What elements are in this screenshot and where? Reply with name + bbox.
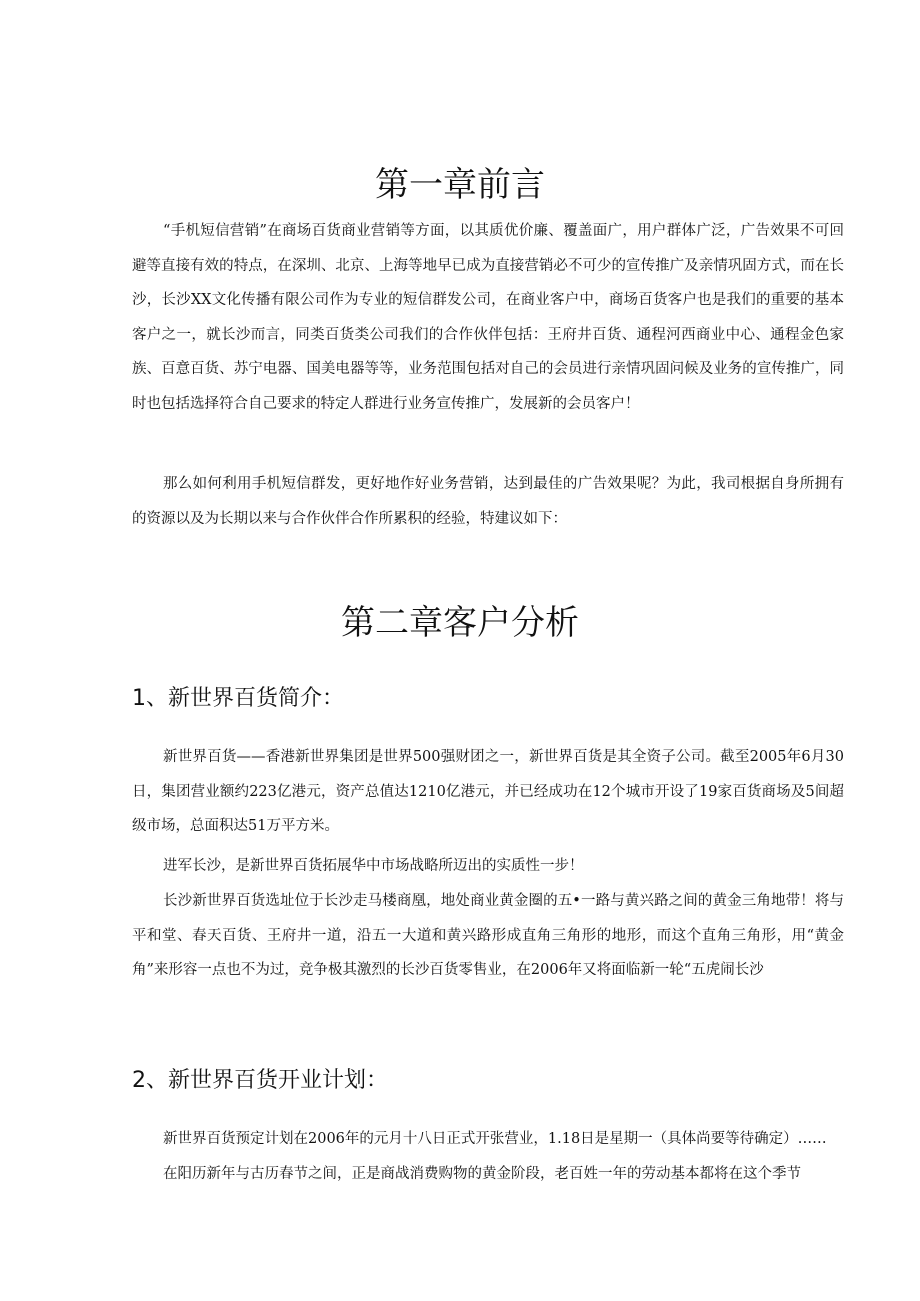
section1-title: 1、新世界百货简介： (132, 686, 344, 711)
chapter1-paragraph-1: “手机短信营销”在商场百货商业营销等方面，以其质优价廉、覆盖面广，用户群体广泛，广告效果不可回避等直接有效的特点，在深圳、北京、上海等地早已成为直接营销必不可少的宣传推广及亲情巩固方式，而在长沙，长沙XX文化传播有限公司作为专业的短信群发公司，在商业客户中，商场百货客户也是我们的重要的基本客户之一，就长沙而言，同类百货类公司我们的合作伙伴包括：王府井百货、通程河西商业中心、通程金色家族、百意百货、苏宁电器、国美电器等等，业务范围包括对自己的会员进行亲情巩固问候及业务的宣传推广，同时也包括选择符合自己要求的特定人群进行业务宣传推广，发展新的会员客户！ (132, 223, 844, 412)
section2-paragraph-1: 新世界百货预定计划在2006年的元月十八日正式开张营业，1.18日是星期一（具体尚要等待确定）…… (163, 1131, 827, 1147)
section1-paragraph-3: 长沙新世界百货选址位于长沙走马楼商凰，地处商业黄金圈的五•一路与黄兴路之间的黄金三角地带！将与平和堂、春天百货、王府井一道，沿五一大道和黄兴路形成直角三角形的地形，而这个直角三角形，用“黄金角”来形容一点也不为过，竞争极其激烈的长沙百货零售业，在2006年又将面临新一轮“五虎闹长沙 (132, 893, 844, 978)
chapter1-paragraph-2: 那么如何利用手机短信群发，更好地作好业务营销，达到最佳的广告效果呢？为此，我司根据自身所拥有的资源以及为长期以来与合作伙伴合作所累积的经验，特建议如下： (132, 476, 844, 527)
section2-title: 2、新世界百货开业计划： (132, 1068, 388, 1093)
section1-paragraph-2: 进军长沙，是新世界百货拓展华中市场战略所迈出的实质性一步！ (163, 858, 584, 874)
chapter2-title: 第二章客户分析 (341, 603, 579, 643)
chapter1-title: 第一章前言 (375, 165, 545, 205)
section1-paragraph-1: 新世界百货——香港新世界集团是世界500强财团之一，新世界百货是其全资子公司。截至2005年6月30日，集团营业额约223亿港元，资产总值达1210亿港元，并已经成功在12个城市开设了19家百货商场及5间超级市场，总面积达51万平方米。 (132, 749, 844, 834)
section2-paragraph-2: 在阳历新年与古历春节之间，正是商战消费购物的黄金阶段，老百姓一年的劳动基本都将在这个季节 (163, 1166, 801, 1182)
